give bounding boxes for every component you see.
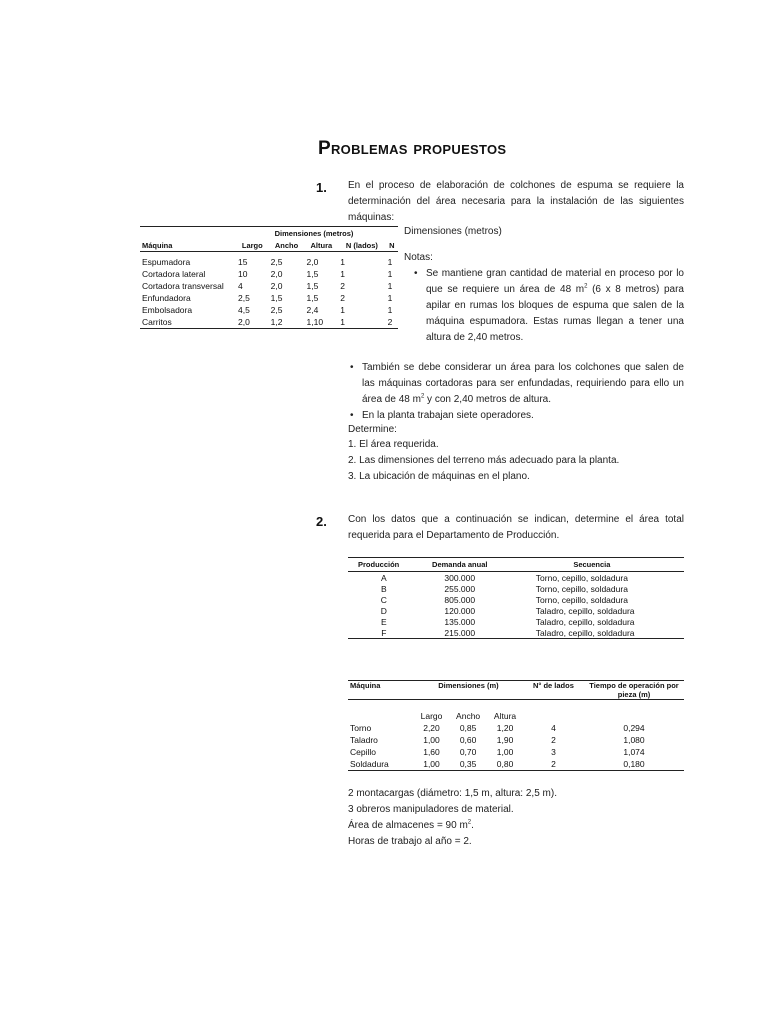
- cell: Soldadura: [350, 759, 389, 769]
- cell: 1,00: [423, 735, 440, 745]
- table-row: [348, 616, 684, 627]
- table-row: [348, 734, 684, 746]
- col-header: Tiempo de operación por pieza (m): [584, 681, 684, 700]
- table-row: [140, 256, 398, 268]
- cell: 1: [387, 257, 393, 267]
- step-item: 1. El área requerida.: [348, 439, 439, 450]
- cell: 0,80: [496, 759, 514, 769]
- cell: Cepillo: [350, 747, 376, 757]
- cell: 1,10: [306, 317, 324, 327]
- cell: C: [380, 594, 387, 605]
- cell: 1,60: [423, 747, 440, 757]
- cell: 0,85: [459, 723, 477, 733]
- cell: Cortadora lateral: [142, 269, 206, 279]
- cell: 1,2: [270, 317, 283, 327]
- cell: Taladro, cepillo, soldadura: [535, 616, 635, 627]
- col-header: N° de lados: [523, 681, 584, 700]
- problem-2-number: 2.: [316, 514, 327, 529]
- cell: 1,5: [306, 293, 319, 303]
- cell: 1,5: [270, 293, 283, 303]
- production-table: [348, 557, 684, 639]
- cell: 2: [340, 281, 345, 291]
- cell: 215.000: [444, 627, 476, 638]
- dimensions-group-header: Dimensiones (metros): [274, 228, 354, 238]
- cell: 2,0: [270, 269, 283, 279]
- cell: 0,294: [623, 723, 645, 733]
- cell: Espumadora: [142, 257, 191, 267]
- problem-1-intro: En el proceso de elaboración de colchones de espuma se requiere la determinación del área necesaria para la instalación de las siguientes máquinas:: [348, 180, 684, 223]
- cell: 3: [551, 747, 556, 757]
- col-header: N (lados): [338, 239, 385, 252]
- cell: Carritos: [142, 317, 172, 327]
- col-header: Secuencia: [500, 558, 684, 572]
- cell: 2,20: [423, 723, 440, 733]
- cell: 0,70: [459, 747, 477, 757]
- notes-title: Notas:: [404, 252, 433, 263]
- dimensions-note: Dimensiones (metros): [404, 226, 502, 237]
- cell: 1,074: [623, 747, 645, 757]
- cell: 15: [238, 257, 248, 267]
- table-row: [348, 605, 684, 616]
- col-header: Demanda anual: [420, 558, 500, 572]
- cell: A: [381, 572, 387, 583]
- table-row: [140, 292, 398, 304]
- cell: 1: [387, 269, 393, 279]
- cell: 2,5: [270, 305, 283, 315]
- cell: 2,5: [238, 293, 250, 303]
- steps-list: [348, 437, 619, 485]
- warehouse-area-line: Área de almacenes = 90 $m^2$.: [348, 819, 474, 831]
- table-row: [348, 758, 684, 771]
- page-title: Problemas propuestos: [318, 138, 507, 159]
- col-header: Largo: [236, 239, 269, 252]
- cell: B: [381, 583, 387, 594]
- cell: D: [380, 605, 387, 616]
- table-row: [348, 627, 684, 639]
- cell: Torno: [350, 723, 372, 733]
- cell: Cortadora transversal: [142, 281, 224, 291]
- table-row: [348, 746, 684, 758]
- cell: Taladro, cepillo, soldadura: [535, 605, 635, 616]
- col-header: Dimensiones (m): [414, 681, 523, 700]
- work-hours-line: Horas de trabajo al año = 2.: [348, 836, 472, 847]
- cell: 1,5: [306, 269, 319, 279]
- step-item: 3. La ubicación de máquinas en el plano.: [348, 471, 530, 482]
- machines-table: [140, 226, 398, 329]
- table-row: [348, 594, 684, 605]
- col-header: N: [386, 239, 398, 252]
- determine-label: Determine:: [348, 424, 397, 435]
- sub-header: Largo: [420, 711, 443, 721]
- note-item: • En la planta trabajan siete operadores.: [348, 408, 684, 424]
- cell: Torno, cepillo, soldadura: [535, 594, 628, 605]
- cell: 120.000: [444, 605, 476, 616]
- cell: 1,00: [496, 747, 514, 757]
- col-header: Altura: [305, 239, 339, 252]
- cell: 805.000: [444, 594, 476, 605]
- machine-dimensions-table: [348, 680, 684, 771]
- cell: 0,35: [459, 759, 477, 769]
- cell: Taladro: [350, 735, 378, 745]
- problem-2-intro: Con los datos que a continuación se indican, determine el área total requerida para el Departamento de Producción.: [348, 514, 684, 541]
- cell: 0,60: [459, 735, 477, 745]
- cell: 1,080: [623, 735, 645, 745]
- cell: 2: [551, 735, 556, 745]
- cell: Torno, cepillo, soldadura: [535, 572, 628, 583]
- cell: 2,0: [306, 257, 319, 267]
- sub-header: Ancho: [456, 711, 481, 721]
- cell: 2,0: [238, 317, 250, 327]
- workers-line: 3 obreros manipuladores de material.: [348, 804, 514, 815]
- sub-header: Altura: [493, 711, 517, 721]
- cell: 300.000: [444, 572, 476, 583]
- cell: 2: [387, 317, 393, 327]
- forklifts-line: 2 montacargas (diámetro: 1,5 m, altura: 2,5 m).: [348, 788, 557, 799]
- note-item: • Se mantiene gran cantidad de material en proceso por lo que se requiere un área de 48 $m^2$ (6 x 8 metros) para apilar en rumas los bloques de espuma que salen de la máquina espumadora. Estas rumas llegan a tener una altura de 2,40 metros.: [412, 266, 684, 346]
- col-header: Ancho: [269, 239, 305, 252]
- cell: 1: [340, 317, 345, 327]
- cell: 2,5: [270, 257, 283, 267]
- notes-list-2: [348, 360, 684, 424]
- col-header: Producción: [348, 558, 420, 572]
- cell: 1: [340, 269, 345, 279]
- cell: 1: [340, 257, 345, 267]
- col-header: Máquina: [348, 681, 414, 700]
- cell: 1: [387, 281, 393, 291]
- cell: 1,00: [423, 759, 440, 769]
- cell: Enfundadora: [142, 293, 191, 303]
- note-item: • También se debe considerar un área para los colchones que salen de las máquinas cortadoras para ser enfundadas, requiriendo para ello un área de 48 $m^2$ y con 2,40 metros de altura.: [348, 360, 684, 408]
- col-header: Máquina: [140, 239, 236, 252]
- cell: 1,5: [306, 281, 319, 291]
- cell: Taladro, cepillo, soldadura: [535, 627, 635, 638]
- table-row: [348, 722, 684, 734]
- table-row: [140, 316, 398, 329]
- cell: E: [381, 616, 387, 627]
- cell: 1,90: [496, 735, 514, 745]
- cell: 135.000: [444, 616, 476, 627]
- table-row: [140, 268, 398, 280]
- cell: 1,20: [496, 723, 514, 733]
- table-row: [140, 280, 398, 292]
- cell: 2,0: [270, 281, 283, 291]
- cell: 1: [387, 305, 393, 315]
- table-row: [348, 583, 684, 594]
- step-item: 2. Las dimensiones del terreno más adecuado para la planta.: [348, 455, 620, 466]
- cell: Torno, cepillo, soldadura: [535, 583, 628, 594]
- cell: 2: [551, 759, 556, 769]
- cell: 2: [340, 293, 345, 303]
- problem-1-number: 1.: [316, 180, 327, 195]
- cell: 0,180: [623, 759, 645, 769]
- cell: 4: [238, 281, 243, 291]
- cell: 10: [238, 269, 248, 279]
- table-row: [348, 572, 684, 584]
- cell: F: [381, 627, 387, 638]
- cell: 255.000: [444, 583, 476, 594]
- cell: Embolsadora: [142, 305, 193, 315]
- cell: 2,4: [306, 305, 319, 315]
- table-row: [140, 304, 398, 316]
- cell: 4: [551, 723, 556, 733]
- cell: 1: [340, 305, 345, 315]
- cell: 4,5: [238, 305, 250, 315]
- cell: 1: [387, 293, 393, 303]
- notes-list-1: [412, 266, 684, 346]
